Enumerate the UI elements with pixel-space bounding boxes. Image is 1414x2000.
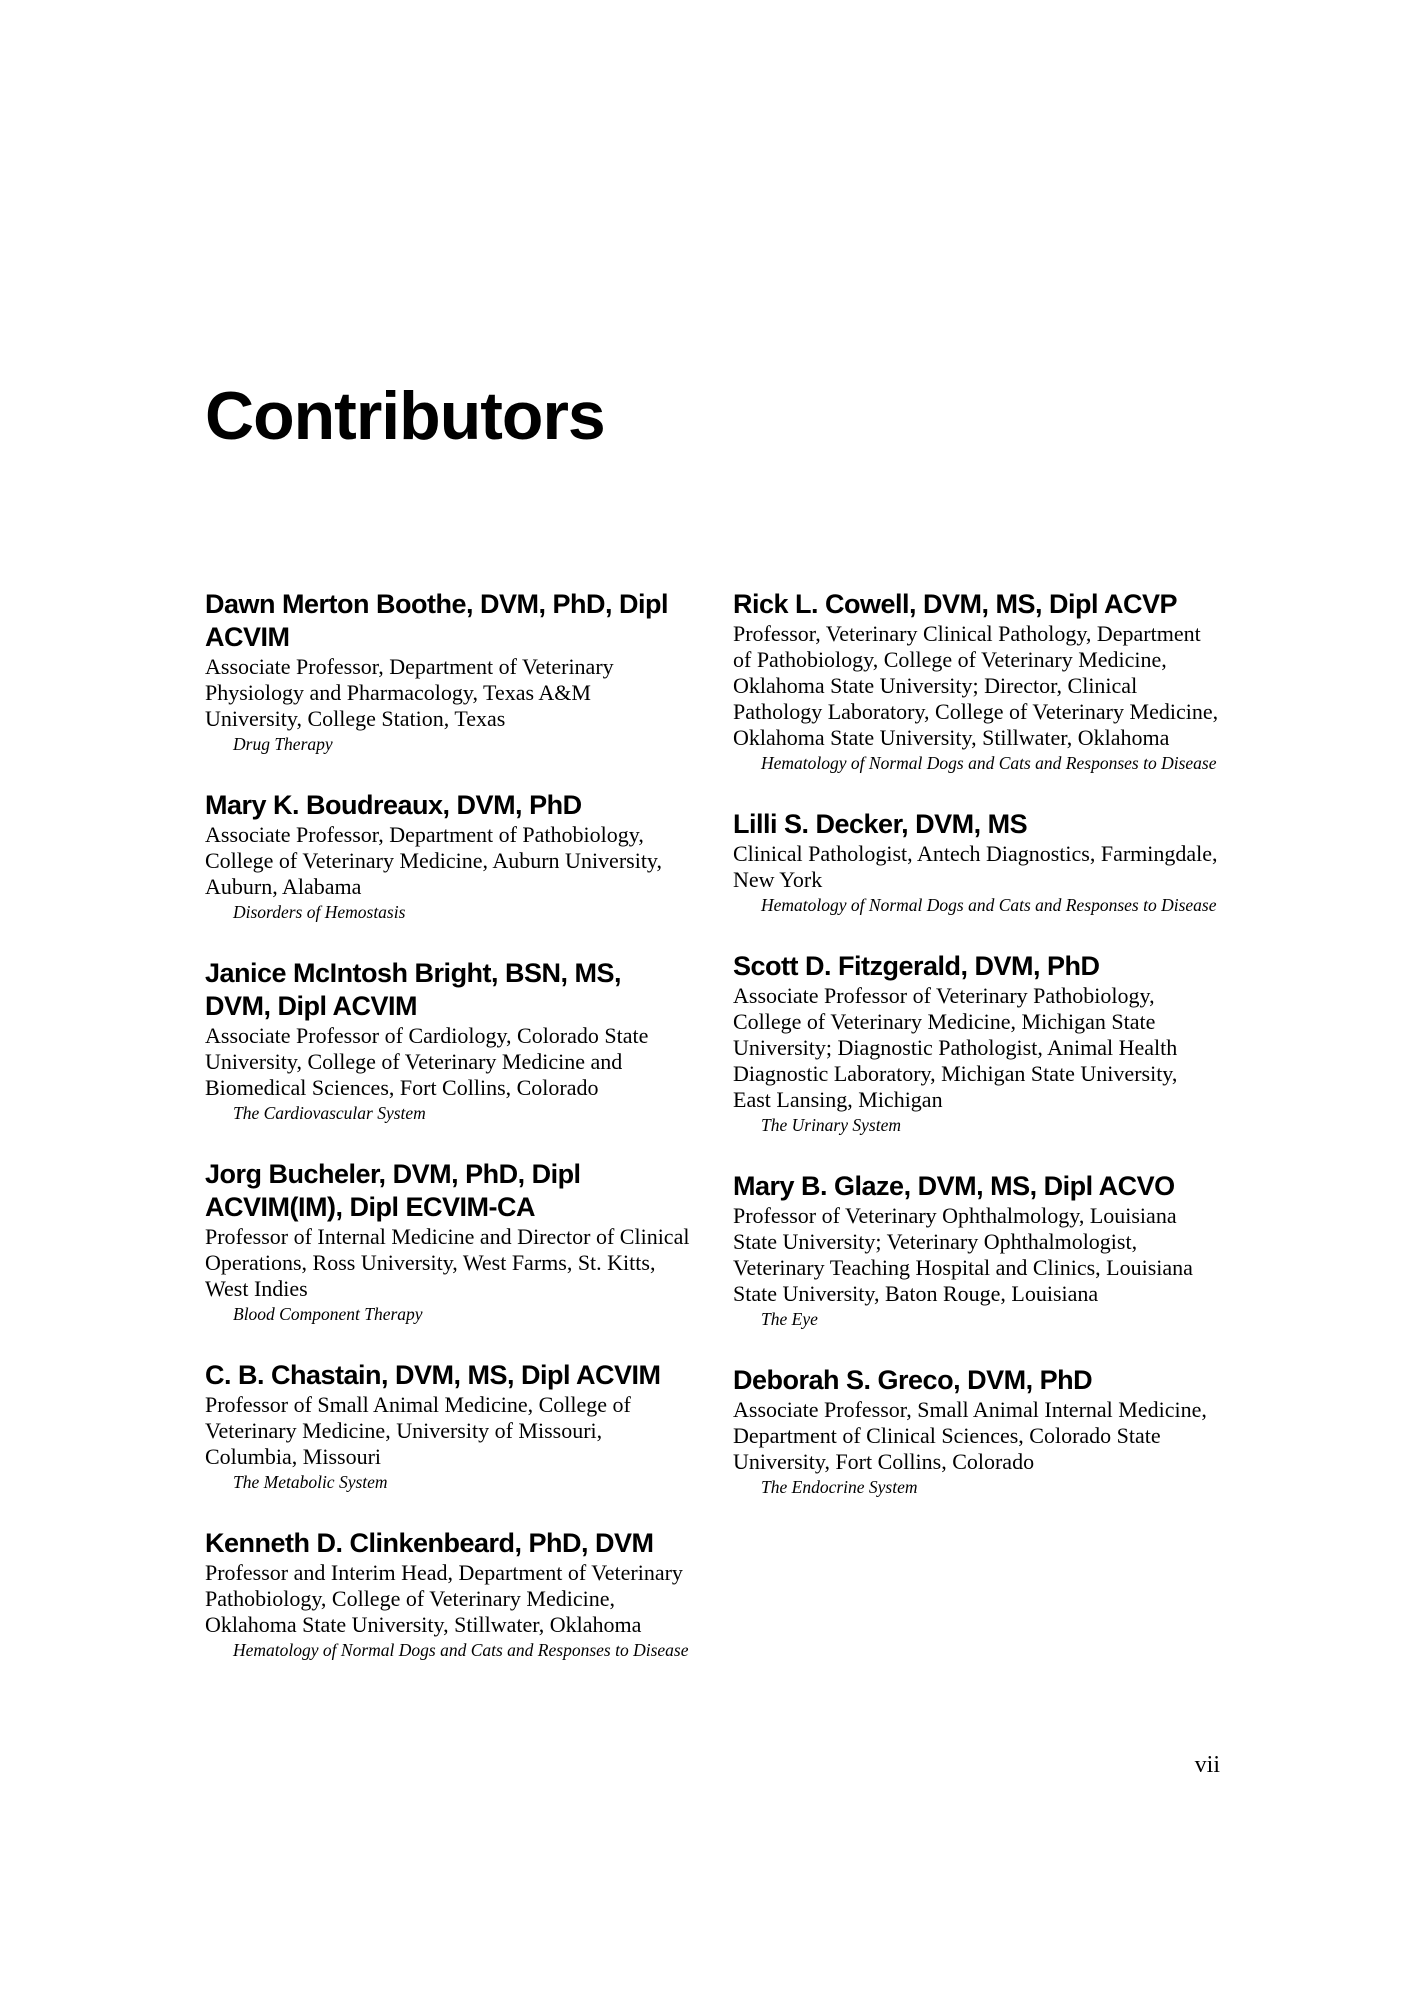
- contributor-name: Janice McIntosh Bright, BSN, MS, DVM, Dipl ACVIM: [205, 958, 622, 1021]
- contributor-chapter: Drug Therapy: [233, 734, 333, 754]
- contributor-entry: [733, 950, 1220, 1136]
- contributor-affiliation: Professor and Interim Head, Department of Veterinary Pathobiology, College of Veterinary Medicine, Oklahoma State University, Stillwater, Oklahoma: [205, 1560, 683, 1637]
- contributor-chapter: Blood Component Therapy: [233, 1304, 423, 1324]
- contributor-name: Mary K. Boudreaux, DVM, PhD: [205, 790, 582, 820]
- contributor-affiliation: Clinical Pathologist, Antech Diagnostics, Farmingdale, New York: [733, 841, 1218, 892]
- contributor-affiliation: Professor of Small Animal Medicine, College of Veterinary Medicine, University of Missouri, Columbia, Missouri: [205, 1392, 631, 1469]
- contributor-name: Lilli S. Decker, DVM, MS: [733, 809, 1028, 839]
- contributor-affiliation: Professor, Veterinary Clinical Pathology, Department of Pathobiology, College of Veterinary Medicine, Oklahoma State University; Director, Clinical Pathology Laboratory, College of Veterinary Medicine, Oklahoma State University, Stillwater, Oklahoma: [733, 621, 1219, 750]
- contributor-affiliation: Associate Professor of Veterinary Pathobiology, College of Veterinary Medicine, Michigan State University; Diagnostic Pathologist, Animal Health Diagnostic Laboratory, Michigan State University, East Lansing, Michigan: [733, 983, 1178, 1112]
- contributor-name: C. B. Chastain, DVM, MS, Dipl ACVIM: [205, 1360, 661, 1390]
- contributor-entry: [205, 1527, 690, 1661]
- contributors-right-column: [733, 588, 1220, 1532]
- contributor-entry: [205, 789, 690, 923]
- page-title: Contributors: [205, 378, 605, 454]
- contributors-left-column: [205, 588, 690, 1695]
- contributor-affiliation: Associate Professor, Small Animal Internal Medicine, Department of Clinical Sciences, Colorado State University, Fort Collins, Colorado: [733, 1397, 1207, 1474]
- contributor-entry: [733, 1170, 1220, 1330]
- contributor-chapter: The Eye: [761, 1309, 818, 1329]
- contributor-chapter: The Urinary System: [761, 1115, 901, 1135]
- contributor-chapter: The Metabolic System: [233, 1472, 388, 1492]
- contributor-chapter: The Cardiovascular System: [233, 1103, 426, 1123]
- contributor-name: Deborah S. Greco, DVM, PhD: [733, 1365, 1093, 1395]
- contributor-name: Mary B. Glaze, DVM, MS, Dipl ACVO: [733, 1171, 1175, 1201]
- contributor-entry: [733, 1364, 1220, 1498]
- page-number: vii: [1194, 1752, 1220, 1778]
- contributor-chapter: Hematology of Normal Dogs and Cats and Responses to Disease: [233, 1640, 689, 1660]
- contributor-chapter: Hematology of Normal Dogs and Cats and Responses to Disease: [761, 753, 1217, 773]
- contributor-name: Kenneth D. Clinkenbeard, PhD, DVM: [205, 1528, 654, 1558]
- contributor-name: Rick L. Cowell, DVM, MS, Dipl ACVP: [733, 589, 1178, 619]
- contributor-affiliation: Associate Professor, Department of Pathobiology, College of Veterinary Medicine, Auburn University, Auburn, Alabama: [205, 822, 663, 899]
- contributor-entry: [205, 1359, 690, 1493]
- contributor-name: Scott D. Fitzgerald, DVM, PhD: [733, 951, 1100, 981]
- contributor-name: Jorg Bucheler, DVM, PhD, Dipl ACVIM(IM), Dipl ECVIM-CA: [205, 1159, 581, 1222]
- contributor-affiliation: Associate Professor, Department of Veterinary Physiology and Pharmacology, Texas A&M University, College Station, Texas: [205, 654, 614, 731]
- contributor-affiliation: Associate Professor of Cardiology, Colorado State University, College of Veterinary Medicine and Biomedical Sciences, Fort Collins, Colorado: [205, 1023, 649, 1100]
- contributor-name: Dawn Merton Boothe, DVM, PhD, Dipl ACVIM: [205, 589, 668, 652]
- contributor-chapter: Hematology of Normal Dogs and Cats and Responses to Disease: [761, 895, 1217, 915]
- contributor-entry: [205, 588, 690, 755]
- contributor-affiliation: Professor of Veterinary Ophthalmology, Louisiana State University; Veterinary Ophthalmologist, Veterinary Teaching Hospital and Clinics, Louisiana State University, Baton Rouge, Louisiana: [733, 1203, 1193, 1306]
- contributor-entry: [733, 588, 1220, 774]
- contributor-affiliation: Professor of Internal Medicine and Director of Clinical Operations, Ross University, West Farms, St. Kitts, West Indies: [205, 1224, 690, 1301]
- contributor-entry: [205, 1158, 690, 1325]
- contributor-entry: [205, 957, 690, 1124]
- contributor-chapter: The Endocrine System: [761, 1477, 918, 1497]
- contributor-chapter: Disorders of Hemostasis: [233, 902, 406, 922]
- contributor-entry: [733, 808, 1220, 916]
